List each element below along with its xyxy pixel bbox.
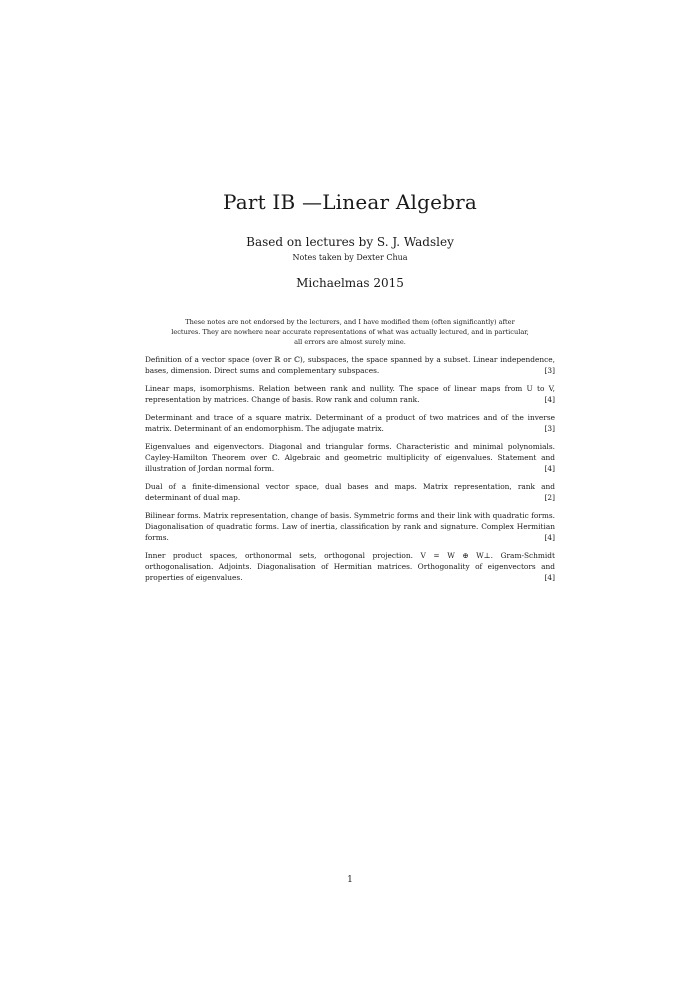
syllabus-item-text: Definition of a vector space (over ℝ or ℂ), subspaces, the space spanned by a subset. Linear independence, bases, dimension. Direct sums and complementary subspaces. <box>145 355 555 375</box>
syllabus-item-hours: [4] <box>544 395 555 404</box>
notes-author-line: Notes taken by Dexter Chua <box>292 253 408 262</box>
document-title: Part IB —Linear Algebra <box>223 190 477 214</box>
lecturer-line: Based on lectures by S. J. Wadsley <box>246 235 454 249</box>
syllabus-item-text: Dual of a finite-dimensional vector space, dual bases and maps. Matrix representation, rank and determinant of dual map. <box>145 482 555 502</box>
disclaimer-paragraph: These notes are not endorsed by the lecturers, and I have modified them (often significantly) after lectures. They are nowhere near accurate representations of what was actually lectured, and in particular, all errors are almost surely mine. <box>171 318 529 346</box>
syllabus-item-vector-spaces <box>145 354 555 376</box>
syllabus-item-hours: [2] <box>544 493 555 502</box>
syllabus-item-hours: [4] <box>544 464 555 473</box>
syllabus-item-eigenvalues <box>145 441 555 474</box>
term-line: Michaelmas 2015 <box>296 276 404 290</box>
syllabus-item-text: Bilinear forms. Matrix representation, change of basis. Symmetric forms and their link with quadratic forms. Diagonalisation of quadratic forms. Law of inertia, classification by rank and signature. Complex Hermitian forms. <box>145 511 555 542</box>
syllabus-section <box>145 354 555 590</box>
syllabus-item-linear-maps <box>145 383 555 405</box>
syllabus-item-inner-product <box>145 550 555 583</box>
syllabus-item-determinant <box>145 412 555 434</box>
syllabus-item-hours: [4] <box>544 533 555 542</box>
syllabus-item-bilinear-forms <box>145 510 555 543</box>
syllabus-item-text: Linear maps, isomorphisms. Relation between rank and nullity. The space of linear maps from U to V, representation by matrices. Change of basis. Row rank and column rank. <box>145 384 555 404</box>
syllabus-item-text: Inner product spaces, orthonormal sets, orthogonal projection. V = W ⊕ W⊥. Gram-Schmidt orthogonalisation. Adjoints. Diagonalisation of Hermitian matrices. Orthogonality of eigenvectors and properties of eigenvalues. <box>145 551 555 582</box>
syllabus-item-text: Eigenvalues and eigenvectors. Diagonal and triangular forms. Characteristic and minimal polynomials. Cayley-Hamilton Theorem over ℂ. Algebraic and geometric multiplicity of eigenvalues. Statement and illustration of Jordan normal form. <box>145 442 555 473</box>
syllabus-item-dual-space <box>145 481 555 503</box>
page-number: 1 <box>347 875 353 885</box>
syllabus-item-hours: [4] <box>544 573 555 582</box>
syllabus-item-hours: [3] <box>544 424 555 433</box>
syllabus-item-hours: [3] <box>544 366 555 375</box>
syllabus-item-text: Determinant and trace of a square matrix. Determinant of a product of two matrices and of the inverse matrix. Determinant of an endomorphism. The adjugate matrix. <box>145 413 555 433</box>
